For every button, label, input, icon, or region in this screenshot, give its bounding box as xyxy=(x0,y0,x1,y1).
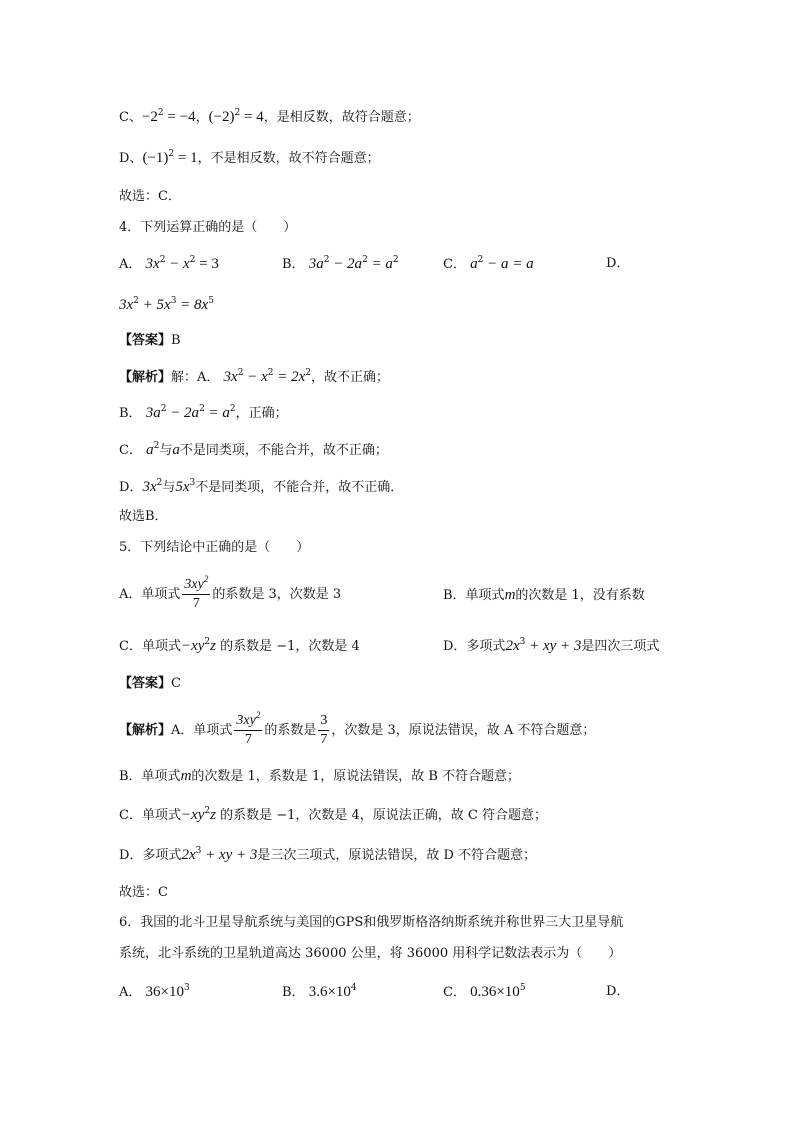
q4-analysis-c: C． $a^2$与a不是同类项，不能合并，故不正确； xyxy=(119,441,388,458)
q5-analysis-d: D．多项式$2x^3$ + xy + 3是三次三项式，原说法错误，故 D 不符合题意； xyxy=(119,846,537,863)
q5-option-c: C．单项式$-xy^2z$ 的系数是 −1，次数是 4 xyxy=(119,637,360,654)
q4-analysis-d: D．$3x^2$与$5x^3$不是同类项，不能合并，故不正确． xyxy=(119,478,404,495)
q5-option-a: A．单项式 $\frac{3xy^2}{7}$ 的系数是 3，次数是 3 xyxy=(119,574,342,611)
q5-stem: 5．下列结论中正确的是（ ） xyxy=(119,540,310,555)
q4-analysis-b: B． $3a^2 - 2a^2 = a^2$，正确； xyxy=(119,404,288,421)
q4-option-c: C． $a^2 - a = a$ xyxy=(443,255,534,272)
q6-option-b: B． $3.6\times 10^4$ xyxy=(282,983,357,1000)
q4-option-b: B． $3a^2 - 2a^2 = a^2$ xyxy=(282,255,399,272)
q4-option-a: A． $3x^2 - x^2 = 3$ xyxy=(119,255,219,272)
q5-analysis-a: 【解析】A．单项式 $\frac{3xy^2}{7}$ 的系数是 $\frac{3}{7}$ ，次数是 3，原说法错误，故 A 不符合题意； xyxy=(119,710,596,747)
q4-analysis-a: 【解析】解：A． $3x^2 - x^2 = 2x^2$，故不正确； xyxy=(119,368,389,385)
q6-stem-line2: 系统，北斗系统的卫星轨道高达 36000 公里，将 36000 用科学记数法表示为（ ） xyxy=(119,946,622,961)
q4-answer: 【答案】B xyxy=(119,333,181,348)
q4-pick: 故选B． xyxy=(119,509,168,524)
q4-option-d: $3x^2 + 5x^3 = 8x^5$ xyxy=(119,296,214,313)
q5-analysis-fraction-coefficient: $\frac{3}{7}$ xyxy=(320,713,328,747)
q4-stem: 4．下列运算正确的是（ ） xyxy=(119,220,297,235)
q3-option-c-analysis: C、$-2^2 = -4$，$(-2)^2 = 4$，是相反数，故符合题意； xyxy=(119,108,420,125)
q3-pick: 故选：C． xyxy=(119,189,181,204)
q6-option-c: C． $0.36\times 10^5$ xyxy=(443,983,526,1000)
q5-analysis-c: C．单项式$-xy^2z$ 的系数是 −1，次数是 4，原说法正确，故 C 符合题意； xyxy=(119,806,548,823)
q5-a-fraction: $\frac{3xy^2}{7}$ xyxy=(184,574,209,611)
q6-option-a: A． $36\times 10^3$ xyxy=(119,983,190,1000)
q5-analysis-fraction-monomial: $\frac{3xy^2}{7}$ xyxy=(236,710,261,747)
q6-stem-line1: 6．我国的北斗卫星导航系统与美国的GPS和俄罗斯格洛纳斯系统并称世界三大卫星导航 xyxy=(119,915,624,930)
q5-option-d: D．多项式$2x^3$ + xy + 3是四次三项式 xyxy=(443,637,660,654)
q5-answer: 【答案】C xyxy=(119,676,181,691)
q5-option-b: B．单项式m的次数是 1，没有系数 xyxy=(443,587,645,603)
q6-option-d-label: D． xyxy=(606,984,630,999)
q5-analysis-b: B．单项式m的次数是 1，系数是 1，原说法错误，故 B 不符合题意； xyxy=(119,768,521,784)
q3-option-d-analysis: D、$(-1)^2 = 1$，不是相反数，故不符合题意； xyxy=(119,149,380,166)
q4-option-d-label: D． xyxy=(606,256,630,271)
q5-pick: 故选：C xyxy=(119,885,168,900)
